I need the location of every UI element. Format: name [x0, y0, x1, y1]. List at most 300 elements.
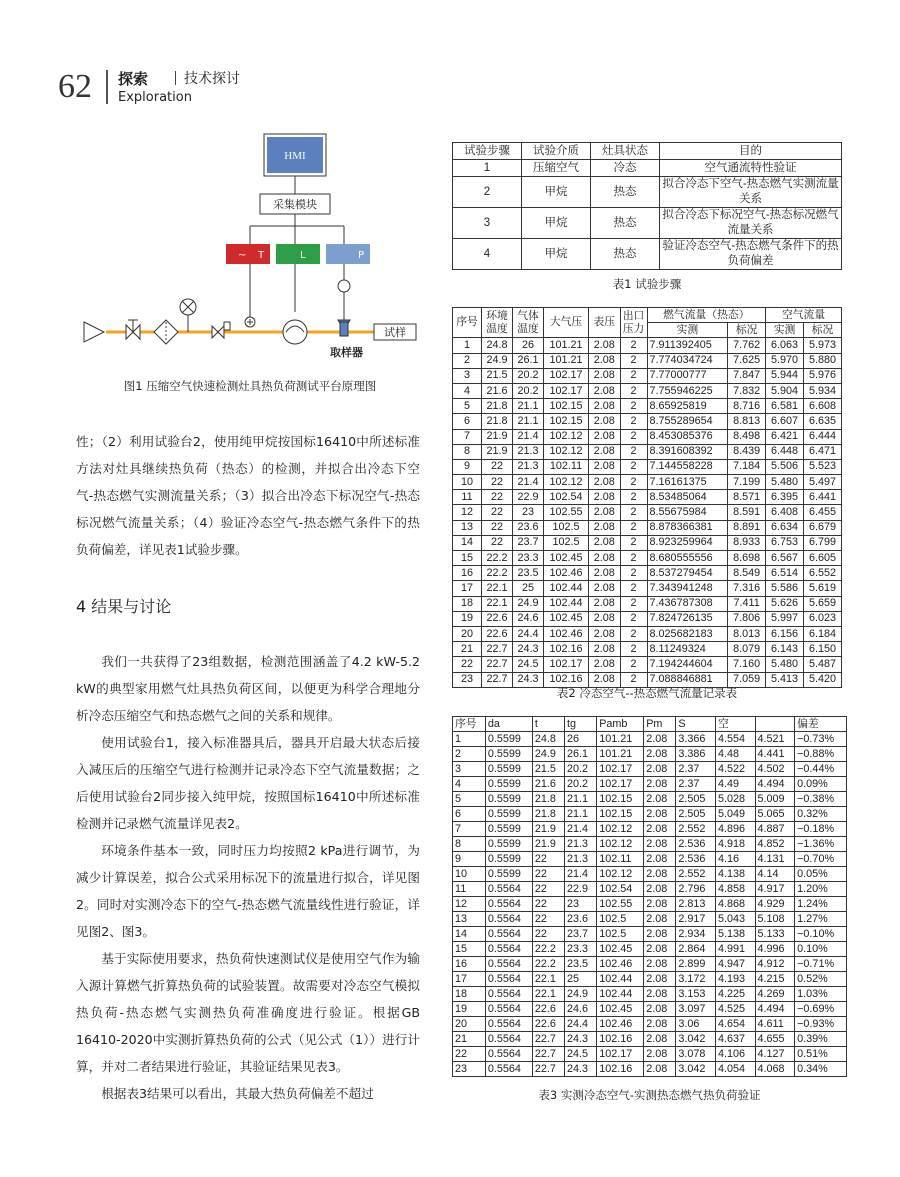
header-separator [175, 71, 176, 85]
paragraph-1: 性；（2）利用试验台2，使用纯甲烷按国标16410中所述标准方法对灶具继续热负荷（热态）的检测，并拟合出冷态下空气-热态燃气实测流量关系；（3）拟合出冷态下标况空气-热态标况燃气流量关系；（4）验证冷态空气-热态燃气条件下的热负荷偏差，详见表1试验步骤。 [76, 434, 420, 557]
table-cell: 6 [453, 414, 482, 429]
table-cell: 102.12 [544, 475, 589, 490]
table-cell: 0.5564 [485, 882, 532, 897]
table-cell: 21.6 [532, 777, 564, 792]
table-cell: 3.366 [676, 732, 716, 747]
table-cell: 19 [453, 611, 482, 626]
table-cell: 2.08 [644, 807, 676, 822]
table-cell: 102.17 [544, 657, 589, 672]
table-cell: 2.08 [644, 897, 676, 912]
table-cell: 21.9 [532, 837, 564, 852]
table-cell: 26 [565, 732, 597, 747]
table-cell: 101.21 [597, 732, 644, 747]
table-cell: 12 [453, 505, 482, 520]
table-cell: 6.608 [804, 399, 842, 414]
table-cell: 0.51% [795, 1047, 847, 1062]
table-cell: 2.899 [676, 957, 716, 972]
table-cell: 1 [453, 160, 522, 177]
table-cell: 102.16 [597, 1062, 644, 1077]
table-row [453, 957, 847, 972]
table-cell: 22.1 [482, 581, 513, 596]
table-cell: −0.93% [795, 1017, 847, 1032]
table-cell: 2 [620, 399, 647, 414]
test-label: 试样 [384, 326, 406, 339]
table-cell: 21 [453, 1032, 486, 1047]
table-row [453, 383, 842, 398]
table-cell: 24.5 [565, 1047, 597, 1062]
table-cell: 2.08 [589, 642, 621, 657]
header-cell: t [532, 717, 564, 732]
table-cell: 2.08 [644, 927, 676, 942]
table-cell: 24.9 [513, 596, 544, 611]
table-cell: 22 [482, 505, 513, 520]
table-cell: 8.439 [728, 444, 766, 459]
table-cell: 2.934 [676, 927, 716, 942]
table-cell: 2.08 [589, 368, 621, 383]
table-row [453, 897, 847, 912]
table2-body [453, 338, 842, 687]
collector-label: 采集模块 [273, 198, 317, 211]
table-header-row [453, 143, 842, 160]
table-cell: 验证冷态空气-热态燃气条件下的热负荷偏差 [660, 239, 842, 270]
table-cell: 2.813 [676, 897, 716, 912]
table-cell: 8.013 [728, 626, 766, 641]
table-cell: 2 [620, 626, 647, 641]
table-cell: 22.9 [513, 490, 544, 505]
table-cell: 102.46 [597, 1017, 644, 1032]
table-cell: 5.009 [755, 792, 795, 807]
table-cell: 7 [453, 822, 486, 837]
table-cell: 102.12 [544, 444, 589, 459]
header-cell: 环境温度 [482, 308, 513, 338]
table-cell: 7.088846881 [647, 672, 728, 687]
table-cell: 4.48 [715, 747, 755, 762]
table-cell: 2.08 [589, 596, 621, 611]
table-cell: 102.17 [597, 1047, 644, 1062]
table-cell: 6.143 [766, 642, 804, 657]
table-cell: 2 [620, 596, 647, 611]
header-cell: 标况 [728, 323, 766, 338]
table-cell: 0.5599 [485, 867, 532, 882]
table-cell: 2.08 [644, 1017, 676, 1032]
table-cell: 11 [453, 490, 482, 505]
table-cell: 0.09% [795, 777, 847, 792]
table-cell: 2.08 [589, 338, 621, 353]
table-cell: 2.08 [644, 942, 676, 957]
table-cell: −1.36% [795, 837, 847, 852]
table-cell: 102.16 [544, 672, 589, 687]
table-cell: 22.1 [482, 596, 513, 611]
table-cell: 23.5 [565, 957, 597, 972]
table-cell: 0.5564 [485, 912, 532, 927]
header-cell: 偏差 [795, 717, 847, 732]
table-cell: 22 [482, 475, 513, 490]
table-cell: 1.27% [795, 912, 847, 927]
table-cell: 3.06 [676, 1017, 716, 1032]
table-cell: 102.16 [597, 1032, 644, 1047]
table-row [453, 399, 842, 414]
table-cell: 4.269 [755, 987, 795, 1002]
table-cell: 4.525 [715, 1002, 755, 1017]
header-cell: 气体温度 [513, 308, 544, 338]
table-cell: 2.08 [589, 429, 621, 444]
table-cell: 8 [453, 837, 486, 852]
table-cell: 0.5599 [485, 732, 532, 747]
table-cell: 21.1 [513, 399, 544, 414]
table-flow-records [452, 307, 842, 688]
table-cell: 22 [532, 882, 564, 897]
table-cell: 14 [453, 535, 482, 550]
table-row [453, 762, 847, 777]
table-cell: 8.11249324 [647, 642, 728, 657]
table-cell: 0.5599 [485, 747, 532, 762]
table-cell: 3.042 [676, 1032, 716, 1047]
table-row [453, 1062, 847, 1077]
table-cell: 102.46 [544, 626, 589, 641]
table-row [453, 177, 842, 208]
table-cell: 23.3 [565, 942, 597, 957]
table-cell: 22.6 [532, 1002, 564, 1017]
table-cell: 23 [565, 897, 597, 912]
paragraph-4: 环境条件基本一致，同时压力均按照2 kPa进行调节，为减少计算误差，拟合公式采用标况下的流量进行拟合，详见图2。同时对实测冷态下的空气-热态燃气流量线性进行验证，详见图2、图3。 [76, 843, 420, 939]
table-cell: 22 [532, 852, 564, 867]
table-cell: 5.133 [755, 927, 795, 942]
table-cell: 24.3 [565, 1062, 597, 1077]
table-cell: 6.395 [766, 490, 804, 505]
table-row [453, 520, 842, 535]
table-row [453, 459, 842, 474]
table-cell: 14 [453, 927, 486, 942]
table-row [453, 338, 842, 353]
table-cell: 8.391608392 [647, 444, 728, 459]
figure1-caption: 图1 压缩空气快速检测灶具热负荷测试平台原理图 [123, 379, 377, 393]
table-row [453, 1032, 847, 1047]
table-cell: 13 [453, 912, 486, 927]
wave-symbol: ~ [238, 250, 247, 261]
table-cell: 24.6 [565, 1002, 597, 1017]
table-cell: 2.37 [676, 762, 716, 777]
table-cell: 0.5564 [485, 1047, 532, 1062]
table-header-row [453, 717, 847, 732]
table-cell: 2.08 [644, 1062, 676, 1077]
table-cell: 23 [453, 1062, 486, 1077]
table-cell: 22.7 [482, 642, 513, 657]
table-cell: 4.193 [715, 972, 755, 987]
table-cell: 2 [453, 353, 482, 368]
header-section: 探索 [118, 70, 149, 88]
table-cell: 7.343941248 [647, 581, 728, 596]
table-cell: 0.5599 [485, 762, 532, 777]
table-cell: 5.880 [804, 353, 842, 368]
table-cell: 2 [620, 611, 647, 626]
table-cell: 24.9 [565, 987, 597, 1002]
table-cell: 8.698 [728, 551, 766, 566]
table-row [453, 657, 842, 672]
table-cell: 7.832 [728, 383, 766, 398]
table-cell: 5 [453, 792, 486, 807]
table-cell: 101.21 [544, 338, 589, 353]
table-cell: 4 [453, 777, 486, 792]
table-cell: 0.5564 [485, 1032, 532, 1047]
table-cell: 17 [453, 972, 486, 987]
table-cell: 6.184 [804, 626, 842, 641]
table-cell: 102.15 [597, 792, 644, 807]
header-cell: Pamb [597, 717, 644, 732]
table-cell: 102.17 [544, 383, 589, 398]
table-cell: 4.918 [715, 837, 755, 852]
table-cell: 4.917 [755, 882, 795, 897]
table-cell: 21.8 [482, 399, 513, 414]
table-cell: 0.10% [795, 942, 847, 957]
table-cell: 1.24% [795, 897, 847, 912]
table-cell: 22.7 [532, 1062, 564, 1077]
table-cell: 21.6 [482, 383, 513, 398]
table-cell: 25 [513, 581, 544, 596]
header-cell: da [485, 717, 532, 732]
table-row [453, 867, 847, 882]
table-cell: 4.494 [755, 1002, 795, 1017]
table-cell: 22.2 [532, 957, 564, 972]
table-cell: 2 [620, 672, 647, 687]
table-cell: 20.2 [513, 383, 544, 398]
table-cell: 7.436787308 [647, 596, 728, 611]
table-cell: 22.1 [532, 987, 564, 1002]
table-cell: 0.5599 [485, 807, 532, 822]
table-cell: 0.5599 [485, 837, 532, 852]
header-cell: 出口压力 [620, 308, 647, 338]
table-row [453, 642, 842, 657]
table-cell: 2 [620, 535, 647, 550]
table-cell: 20 [453, 626, 482, 641]
table-cell: 2.08 [644, 762, 676, 777]
table-cell: 4.49 [715, 777, 755, 792]
table-cell: 20.2 [565, 777, 597, 792]
table-cell: 2.864 [676, 942, 716, 957]
table-cell: 2.08 [644, 867, 676, 882]
table-cell: 6.581 [766, 399, 804, 414]
table-cell: 22.7 [532, 1032, 564, 1047]
table-cell: 21.8 [532, 807, 564, 822]
table-cell: 13 [453, 520, 482, 535]
table-cell: 8.716 [728, 399, 766, 414]
table-cell: 6.471 [804, 444, 842, 459]
table-cell: 7.16161375 [647, 475, 728, 490]
table-cell: 22 [453, 1047, 486, 1062]
table-cell: 4.637 [715, 1032, 755, 1047]
table-cell: 2.796 [676, 882, 716, 897]
table-row [453, 566, 842, 581]
table-cell: 3.078 [676, 1047, 716, 1062]
table-cell: 102.45 [544, 551, 589, 566]
table-cell: 2.08 [644, 972, 676, 987]
table-cell: 22.7 [482, 657, 513, 672]
table-cell: 1 [453, 732, 486, 747]
table-cell: 102.45 [597, 942, 644, 957]
table-cell: 2 [620, 368, 647, 383]
table-cell: −0.38% [795, 792, 847, 807]
table-cell: 0.34% [795, 1062, 847, 1077]
table-row [453, 942, 847, 957]
table-row [453, 353, 842, 368]
table-cell: 2.08 [589, 551, 621, 566]
table-cell: 23 [513, 505, 544, 520]
table-cell: 2 [620, 429, 647, 444]
table-cell: 2.08 [589, 475, 621, 490]
table-cell: 2.552 [676, 867, 716, 882]
table-row [453, 551, 842, 566]
table-cell: 4 [453, 383, 482, 398]
table-cell: 2.08 [589, 505, 621, 520]
table-cell: 22.7 [532, 1047, 564, 1062]
table-cell: 4.947 [715, 957, 755, 972]
table-cell: 4.611 [755, 1017, 795, 1032]
table-cell: 24.6 [513, 611, 544, 626]
table-cell: 21.3 [513, 444, 544, 459]
table-cell: 5.997 [766, 611, 804, 626]
table-cell: 6.150 [804, 642, 842, 657]
table-cell: 8.55675984 [647, 505, 728, 520]
table-cell: 21.9 [532, 822, 564, 837]
table-row [453, 807, 847, 822]
table-cell: 8.933 [728, 535, 766, 550]
inlet-icon [84, 322, 104, 342]
table-cell: 21.3 [565, 852, 597, 867]
table-cell: 22 [532, 897, 564, 912]
table-cell: 20.2 [565, 762, 597, 777]
table-cell: 4.868 [715, 897, 755, 912]
table-cell: 1.03% [795, 987, 847, 1002]
table-cell: 102.17 [597, 762, 644, 777]
table-cell: 7.77000777 [647, 368, 728, 383]
table-cell: 3.153 [676, 987, 716, 1002]
table-row [453, 1002, 847, 1017]
table-cell: 21.9 [482, 429, 513, 444]
table-cell: 2.08 [589, 520, 621, 535]
table-cell: 0.5564 [485, 972, 532, 987]
table-row [453, 792, 847, 807]
table-cell: 5.138 [715, 927, 755, 942]
table-cell: 2.08 [589, 399, 621, 414]
table-cell: 2.08 [589, 535, 621, 550]
table-cell: 4.16 [715, 852, 755, 867]
table-cell: 22 [482, 459, 513, 474]
table-cell: 22.9 [565, 882, 597, 897]
table-cell: 6.444 [804, 429, 842, 444]
test-platform-diagram [78, 130, 424, 370]
table-cell: 2.08 [589, 566, 621, 581]
table-cell: 4.896 [715, 822, 755, 837]
table-cell: 0.5564 [485, 897, 532, 912]
table-cell: 2.08 [589, 657, 621, 672]
table-cell: 4.912 [755, 957, 795, 972]
table-cell: 22.2 [482, 551, 513, 566]
table-cell: 0.5599 [485, 852, 532, 867]
table-cell: 101.21 [597, 747, 644, 762]
table-cell: 21.3 [565, 837, 597, 852]
table-cell: 4.127 [755, 1047, 795, 1062]
table-cell: 2.08 [589, 353, 621, 368]
table-cell: 5.523 [804, 459, 842, 474]
table-cell: 3.172 [676, 972, 716, 987]
table-row [453, 368, 842, 383]
table-cell: 3 [453, 762, 486, 777]
table-row [453, 208, 842, 239]
table-cell: 6.408 [766, 505, 804, 520]
table-cell: 102.12 [544, 429, 589, 444]
table-cell: 8 [453, 444, 482, 459]
table-cell: 1 [453, 338, 482, 353]
table-cell: 18 [453, 987, 486, 1002]
table-cell: 102.54 [544, 490, 589, 505]
table-cell: 9 [453, 459, 482, 474]
header-divider [106, 70, 108, 104]
table-cell: 6.607 [766, 414, 804, 429]
table-cell: 102.12 [597, 867, 644, 882]
table-cell: 24.4 [565, 1017, 597, 1032]
table-row [453, 490, 842, 505]
table-cell: 21.1 [565, 792, 597, 807]
table-cell: 21.5 [532, 762, 564, 777]
table-cell: 102.54 [597, 882, 644, 897]
table-cell: 23.5 [513, 566, 544, 581]
table-cell: 2.08 [644, 732, 676, 747]
table-cell: 2.536 [676, 837, 716, 852]
table-cell: 8.079 [728, 642, 766, 657]
table-cell: 10 [453, 475, 482, 490]
table-cell: 102.44 [597, 987, 644, 1002]
table-row [453, 239, 842, 270]
table-cell: 甲烷 [522, 177, 591, 208]
table-row [453, 837, 847, 852]
paragraph-2: 我们一共获得了23组数据，检测范围涵盖了4.2 kW-5.2 kW的典型家用燃气灶具热负荷区间，以便更为科学合理地分析冷态压缩空气和热态燃气之间的关系和规律。 [76, 654, 420, 723]
table-cell: 23.7 [513, 535, 544, 550]
header-cell: 试验步骤 [453, 143, 522, 160]
paragraph-5: 基于实际使用要求，热负荷快速测试仪是使用空气作为输入源计算燃气折算热负荷的试验装置。故需要对冷态空气模拟热负荷-热态燃气实测热负荷准确度进行验证。根据GB 16410-2020中实测折算热负荷的公式（见公式（1））进行计算，并对二者结果进行验证，其验证结果见表3。 [76, 951, 420, 1074]
table-cell: 2 [620, 581, 647, 596]
table-cell: 21.1 [565, 807, 597, 822]
table-cell: 3 [453, 368, 482, 383]
table-cell: 2.505 [676, 792, 716, 807]
table-cell: 26.1 [565, 747, 597, 762]
table-cell: 23 [453, 672, 482, 687]
table-cell: 22 [453, 657, 482, 672]
table-cell: 22 [532, 867, 564, 882]
table-cell: 20.2 [513, 368, 544, 383]
table-cell: 5.043 [715, 912, 755, 927]
table-cell: 102.45 [597, 1002, 644, 1017]
table-cell: 7.199 [728, 475, 766, 490]
table-cell: 5.659 [804, 596, 842, 611]
table-cell: 7.184 [728, 459, 766, 474]
table-cell: 7.316 [728, 581, 766, 596]
table-cell: 4.929 [755, 897, 795, 912]
table-cell: 102.44 [544, 581, 589, 596]
table-cell: 2.917 [676, 912, 716, 927]
table-cell: 5.619 [804, 581, 842, 596]
sampler-body [340, 322, 348, 336]
table-cell: 7.160 [728, 657, 766, 672]
table-cell: −0.44% [795, 762, 847, 777]
table-row [453, 414, 842, 429]
table-cell: 7.194244604 [647, 657, 728, 672]
table-cell: 23.7 [565, 927, 597, 942]
table-cell: 24.9 [482, 353, 513, 368]
table-cell: 102.5 [544, 520, 589, 535]
table-row [453, 505, 842, 520]
table-cell: 21.5 [482, 368, 513, 383]
table-cell: −0.88% [795, 747, 847, 762]
table-cell: 21.3 [513, 459, 544, 474]
